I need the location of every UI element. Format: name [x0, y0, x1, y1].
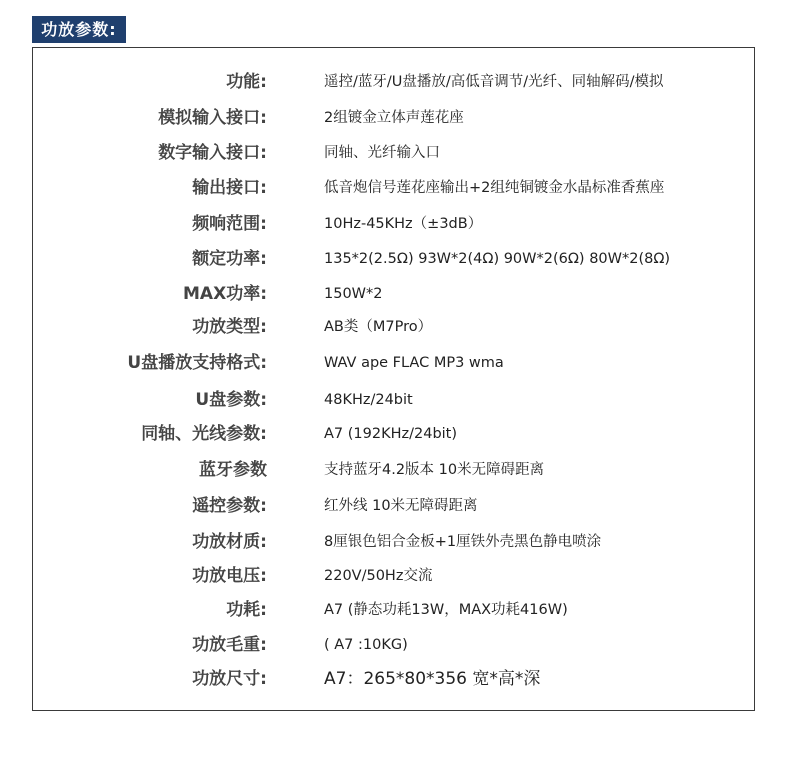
spec-value: WAV ape FLAC MP3 wma: [324, 355, 504, 371]
spec-value: 150W*2: [324, 286, 383, 302]
spec-value: 10Hz-45KHz（±3dB）: [324, 216, 483, 232]
spec-row-amp-type: [33, 313, 754, 341]
spec-value: 135*2(2.5Ω) 93W*2(4Ω) 90W*2(6Ω) 80W*2(8Ω): [324, 251, 671, 267]
spec-row-bluetooth: [33, 456, 754, 484]
spec-label: 功放类型:: [192, 317, 267, 337]
spec-row-dimensions: [33, 665, 754, 693]
spec-label: U盘播放支持格式:: [127, 353, 267, 373]
spec-row-usb-params: [33, 386, 754, 414]
section-title: 功放参数:: [32, 16, 126, 43]
spec-value: A7：265*80*356 宽*高*深: [324, 669, 541, 689]
spec-label: 功能:: [226, 72, 267, 92]
spec-label: 频响范围:: [192, 214, 267, 234]
spec-value: 红外线 10米无障碍距离: [324, 498, 478, 514]
spec-row-output: [33, 174, 754, 202]
spec-row-rated-power: [33, 245, 754, 273]
spec-row-coax-optical: [33, 420, 754, 448]
spec-label: U盘参数:: [195, 390, 267, 410]
spec-value: 支持蓝牙4.2版本 10米无障碍距离: [324, 462, 545, 478]
spec-value: 220V/50Hz交流: [324, 568, 433, 584]
spec-value: ( A7 :10KG): [324, 637, 408, 653]
spec-row-analog-input: [33, 104, 754, 132]
spec-label: 同轴、光线参数:: [141, 424, 267, 444]
spec-value: 遥控/蓝牙/U盘播放/高低音调节/光纤、同轴解码/模拟: [324, 74, 664, 90]
spec-label: 遥控参数:: [192, 496, 267, 516]
spec-label: 蓝牙参数: [199, 460, 267, 480]
spec-value: AB类（M7Pro）: [324, 319, 433, 335]
spec-label: 功耗:: [226, 600, 267, 620]
spec-label: 功放电压:: [192, 566, 267, 586]
spec-row-function: [33, 68, 754, 96]
spec-label: 功放材质:: [192, 532, 267, 552]
spec-label: MAX功率:: [183, 284, 267, 304]
spec-value: 2组镀金立体声莲花座: [324, 110, 464, 126]
spec-value: 48KHz/24bit: [324, 392, 413, 408]
spec-label: 功放毛重:: [192, 635, 267, 655]
spec-value: A7 (静态功耗13W，MAX功耗416W): [324, 602, 568, 618]
spec-row-usb-formats: [33, 349, 754, 377]
spec-row-remote: [33, 492, 754, 520]
spec-row-frequency: [33, 210, 754, 238]
spec-row-digital-input: [33, 139, 754, 167]
spec-row-consumption: [33, 596, 754, 624]
spec-row-voltage: [33, 562, 754, 590]
spec-value: 8厘银色铝合金板+1厘铁外壳黑色静电喷涂: [324, 534, 602, 550]
spec-table: [32, 47, 755, 711]
spec-value: 同轴、光纤输入口: [324, 145, 440, 161]
spec-label: 模拟输入接口:: [158, 108, 267, 128]
spec-value: 低音炮信号莲花座输出+2组纯铜镀金水晶标准香蕉座: [324, 180, 665, 196]
spec-value: A7 (192KHz/24bit): [324, 426, 458, 442]
spec-label: 数字输入接口:: [158, 143, 267, 163]
spec-label: 输出接口:: [192, 178, 267, 198]
spec-row-max-power: [33, 280, 754, 308]
spec-row-material: [33, 528, 754, 556]
spec-row-weight: [33, 631, 754, 659]
spec-label: 额定功率:: [192, 249, 267, 269]
spec-label: 功放尺寸:: [192, 669, 267, 689]
